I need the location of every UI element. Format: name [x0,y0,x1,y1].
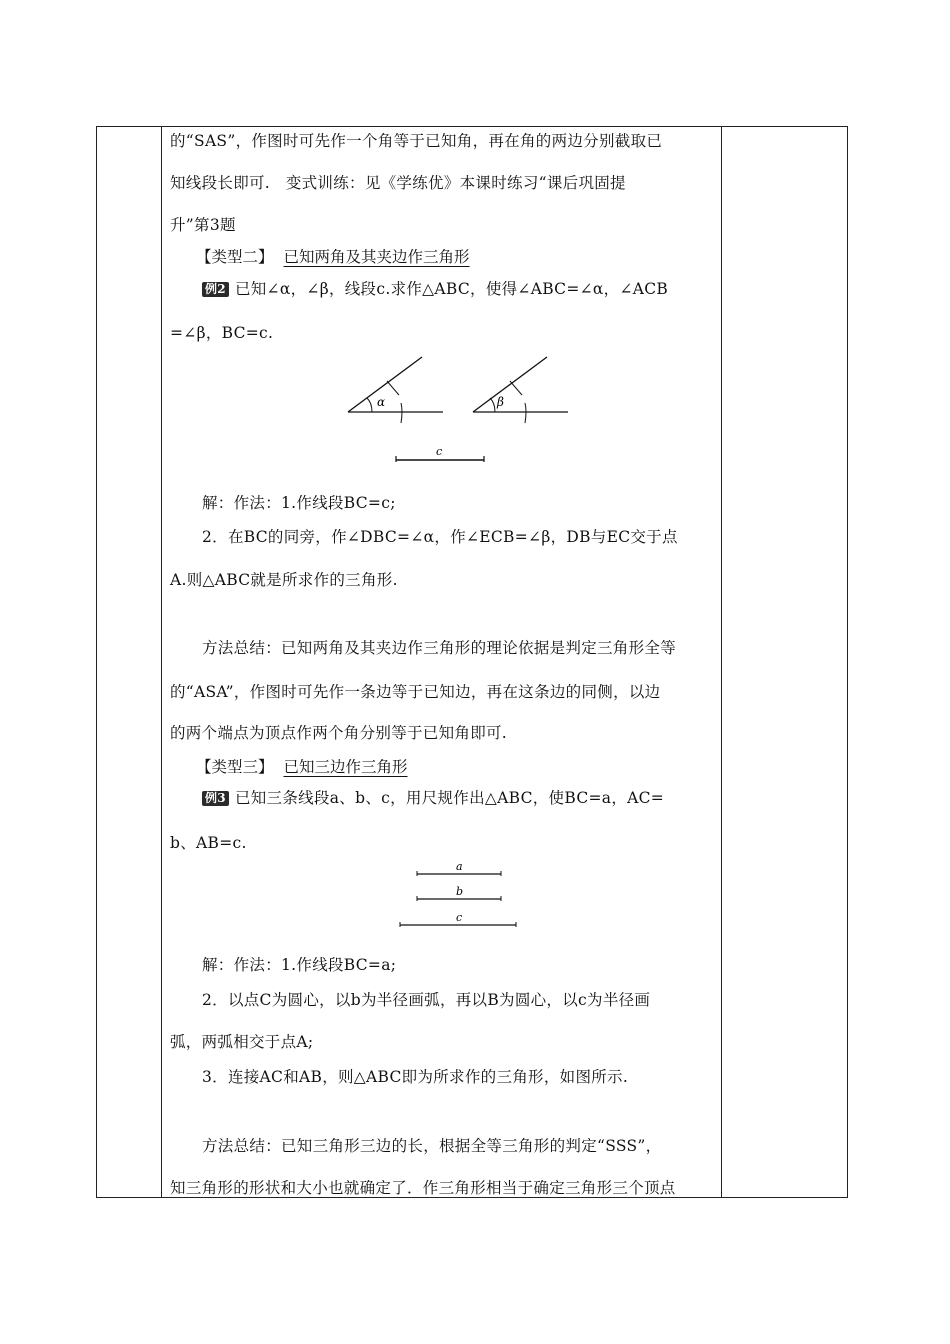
beta-arc-mark [510,381,522,395]
segment-c2-label: c [456,911,463,924]
beta-base-mark [525,403,526,423]
text-line: 弧，两弧相交于点A; [170,1033,314,1051]
alpha-arc-mark [387,381,399,395]
segments-figure [395,859,525,934]
segment-a-label: a [456,860,463,873]
text-line: 方法总结：已知三角形三边的长，根据全等三角形的判定“SSS”， [202,1137,662,1155]
angle-figure [340,351,580,466]
ex3-text-1: 已知三条线段a、b、c，用尺规作出△ABC，使BC=a，AC= [234,789,665,807]
text-line: 解：作法：1.作线段BC=a; [202,956,397,974]
alpha-base-mark [401,403,402,423]
type2-heading [196,247,470,267]
example-badge: 例2 [202,282,229,297]
text-line: 方法总结：已知两角及其夹边作三角形的理论依据是判定三角形全等 [202,639,677,657]
text-line: b、AB=c. [170,834,247,852]
type3-heading [196,757,408,777]
text-line: 知线段长即可. 变式训练：见《学练优》本课时练习“课后巩固提 [170,174,626,192]
table-divider-left [161,126,162,1198]
beta-side-ray [473,357,547,412]
example3-line [202,788,664,808]
text-line: A.则△ABC就是所求作的三角形. [170,571,398,589]
type2-label: 【类型二】 [196,248,274,266]
content-column [170,126,714,1198]
text-line: 知三角形的形状和大小也就确定了．作三角形相当于确定三角形三个顶点 [170,1179,676,1197]
text-line: 2．以点C为圆心，以b为半径画弧，再以B为圆心，以c为半径画 [202,991,651,1009]
text-line: 解：作法：1.作线段BC=c; [202,494,396,512]
type3-label: 【类型三】 [196,758,274,776]
text-line: 的“ASA”，作图时可先作一条边等于已知边，再在这条边的同侧，以边 [170,683,661,701]
text-line: 3．连接AC和AB，则△ABC即为所求作的三角形，如图所示. [202,1068,629,1086]
type3-title: 已知三边作三角形 [283,758,408,776]
text-line: 的“SAS”，作图时可先作一个角等于已知角，再在角的两边分别截取已 [170,132,663,150]
segment-c-label: c [436,445,443,458]
table-divider-right [721,126,722,1198]
segment-b-label: b [456,885,464,898]
beta-label: β [497,395,504,409]
beta-angle-arc [490,398,495,412]
example2-line [202,279,668,299]
alpha-label: α [377,395,386,409]
text-line: 的两个端点为顶点作两个角分别等于已知角即可. [170,724,508,742]
example-badge: 例3 [202,791,229,806]
text-line: 升”第3题 [170,216,236,234]
type2-title: 已知两角及其夹边作三角形 [283,248,470,266]
ex2-text-1: 已知∠α，∠β，线段c.求作△ABC，使得∠ABC=∠α，∠ACB [234,280,669,298]
alpha-angle-arc [367,398,372,412]
text-line: =∠β，BC=c. [170,324,274,342]
text-line: 2．在BC的同旁，作∠DBC=∠α，作∠ECB=∠β，DB与EC交于点 [202,528,678,546]
